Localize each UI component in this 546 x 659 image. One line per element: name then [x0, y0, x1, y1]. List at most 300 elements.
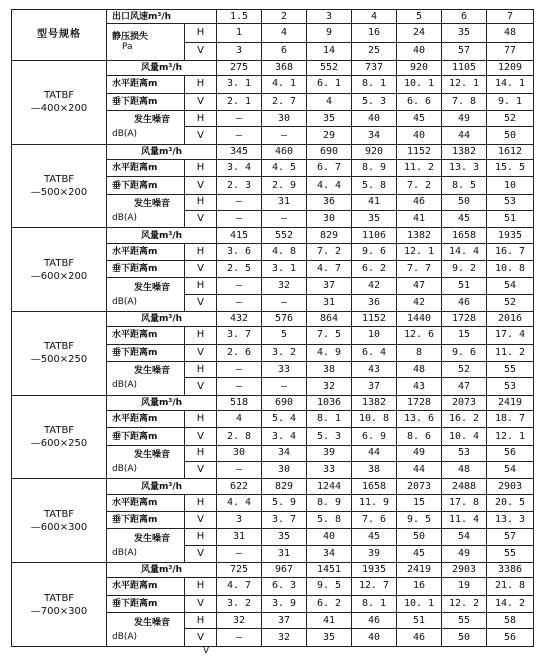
speed-cell: 1.5	[217, 10, 262, 24]
airflow-cell: 3386	[487, 563, 534, 578]
horizontal-cell: 8. 1	[352, 76, 397, 93]
noise-h-cell: 39	[307, 445, 352, 461]
noise-v-cell: 56	[487, 629, 534, 647]
horizontal-cell: 12. 6	[397, 327, 442, 344]
horizontal-cell: 15	[397, 494, 442, 511]
airflow-cell: 967	[262, 563, 307, 578]
vertical-cell: 2. 9	[262, 177, 307, 194]
vertical-cell: 11. 4	[442, 512, 487, 529]
mode-v: V	[185, 127, 217, 144]
mode-v: V	[185, 344, 217, 361]
noise-h-cell: 45	[352, 529, 397, 545]
vertical-cell: 4. 4	[307, 177, 352, 194]
noise-v-cell: 43	[397, 378, 442, 395]
noise-label	[107, 445, 185, 479]
model-name-cell	[12, 479, 107, 563]
model-spec-header: 型号规格	[12, 10, 107, 61]
airflow-cell: 2488	[442, 479, 487, 494]
model-name-size: —600×250	[30, 438, 88, 450]
noise-h-cell: 49	[397, 445, 442, 461]
noise-h-cell: 57	[487, 529, 534, 545]
noise-label-text: 发生噪音	[134, 533, 171, 544]
pressure-cell: 14	[307, 42, 352, 60]
mode-h: H	[185, 111, 217, 127]
noise-v-cell: 46	[442, 294, 487, 311]
vertical-cell: 7. 7	[397, 261, 442, 278]
airflow-cell: 829	[307, 228, 352, 243]
mode-h: H	[185, 410, 217, 427]
airflow-cell: 1209	[487, 61, 534, 76]
vertical-cell: 7. 6	[352, 512, 397, 529]
airflow-cell: 275	[217, 61, 262, 76]
noise-v-cell: 30	[307, 211, 352, 228]
airflow-cell: 552	[262, 228, 307, 243]
vertical-cell: 6. 2	[352, 261, 397, 278]
vertical-cell: 8. 1	[352, 595, 397, 612]
mode-h: H	[185, 529, 217, 545]
vertical-cell: 10. 8	[487, 261, 534, 278]
noise-h-cell: 45	[397, 111, 442, 127]
pressure-cell: 35	[442, 24, 487, 42]
noise-label-text: 发生噪音	[134, 617, 171, 628]
mode-h: H	[185, 24, 217, 42]
vertical-distance-label: 垂下距离m	[107, 177, 185, 194]
airflow-cell: 690	[307, 144, 352, 159]
vertical-cell: 2. 6	[217, 344, 262, 361]
noise-h-cell: 47	[397, 278, 442, 294]
mode-v: V	[185, 294, 217, 311]
noise-label	[107, 613, 185, 647]
pressure-cell: 16	[352, 24, 397, 42]
mode-h: H	[185, 578, 217, 595]
horizontal-cell: 14. 4	[442, 243, 487, 260]
noise-v-cell: 54	[487, 462, 534, 479]
noise-h-cell: 43	[352, 362, 397, 378]
airflow-cell: 1244	[307, 479, 352, 494]
noise-h-cell: 53	[487, 194, 534, 210]
pressure-cell: 48	[487, 24, 534, 42]
noise-v-cell: 49	[442, 545, 487, 562]
horizontal-cell: 11. 2	[397, 159, 442, 176]
horizontal-cell: 7. 2	[307, 243, 352, 260]
noise-v-cell: 44	[397, 462, 442, 479]
mode-h: H	[185, 445, 217, 461]
noise-label-text: 发生噪音	[134, 450, 171, 461]
horizontal-cell: 9. 5	[307, 578, 352, 595]
horizontal-cell: 4. 7	[217, 578, 262, 595]
noise-label-text: 发生噪音	[134, 366, 171, 377]
vertical-cell: 8. 5	[442, 177, 487, 194]
model-name-size: —600×200	[30, 270, 88, 282]
airflow-label: 风量m³/h	[107, 395, 217, 410]
noise-v-cell: –	[217, 462, 262, 479]
noise-v-cell: 51	[487, 211, 534, 228]
noise-v-cell: –	[217, 629, 262, 647]
vertical-cell: 2. 3	[217, 177, 262, 194]
pressure-cell: 40	[397, 42, 442, 60]
pressure-cell: 24	[397, 24, 442, 42]
speed-cell: 6	[442, 10, 487, 24]
airflow-label: 风量m³/h	[107, 312, 217, 327]
airflow-cell: 1728	[442, 312, 487, 327]
model-name-size: —500×250	[30, 354, 88, 366]
noise-unit: dB(A)	[112, 296, 138, 307]
airflow-cell: 1106	[352, 228, 397, 243]
noise-v-cell: 42	[397, 294, 442, 311]
mode-h: H	[185, 278, 217, 294]
airflow-cell: 725	[217, 563, 262, 578]
outlet-speed-label: 出口风速m³/h	[107, 10, 217, 24]
noise-label	[107, 362, 185, 396]
vertical-cell: 3. 1	[262, 261, 307, 278]
horizontal-cell: 18. 7	[487, 410, 534, 427]
noise-v-cell: –	[217, 294, 262, 311]
horizontal-cell: 15	[442, 327, 487, 344]
mode-h: H	[185, 194, 217, 210]
mode-h: H	[185, 159, 217, 176]
noise-v-cell: 34	[307, 545, 352, 562]
mode-v: V	[185, 629, 217, 647]
horizontal-distance-label: 水平距离m	[107, 410, 185, 427]
mode-v: V	[185, 545, 217, 562]
airflow-cell: 1036	[307, 395, 352, 410]
horizontal-distance-label: 水平距离m	[107, 159, 185, 176]
mode-h: H	[185, 327, 217, 344]
model-name-cell	[12, 395, 107, 479]
speed-cell: 7	[487, 10, 534, 24]
horizontal-cell: 6. 1	[307, 76, 352, 93]
horizontal-cell: 20. 5	[487, 494, 534, 511]
horizontal-cell: 19	[442, 578, 487, 595]
noise-h-cell: 41	[352, 194, 397, 210]
noise-v-cell: 55	[487, 545, 534, 562]
vertical-cell: 2. 7	[262, 93, 307, 110]
mode-v: V	[185, 428, 217, 445]
airflow-cell: 415	[217, 228, 262, 243]
airflow-cell: 1935	[487, 228, 534, 243]
noise-v-cell: 46	[397, 629, 442, 647]
noise-v-cell: 32	[262, 629, 307, 647]
mode-v: V	[185, 42, 217, 60]
vertical-cell: 8	[397, 344, 442, 361]
noise-v-cell: –	[262, 127, 307, 144]
noise-h-cell: 35	[307, 111, 352, 127]
airflow-cell: 1658	[352, 479, 397, 494]
static-pressure-label	[107, 24, 185, 61]
model-name-cell	[12, 61, 107, 145]
noise-h-cell: 58	[487, 613, 534, 629]
vertical-cell: 12. 2	[442, 595, 487, 612]
airflow-cell: 1440	[397, 312, 442, 327]
vertical-cell: 3	[217, 512, 262, 529]
airflow-label: 风量m³/h	[107, 61, 217, 76]
noise-v-cell: 50	[487, 127, 534, 144]
model-name-series: TATBF	[43, 592, 75, 604]
vertical-cell: 9. 5	[397, 512, 442, 529]
airflow-label: 风量m³/h	[107, 563, 217, 578]
horizontal-cell: 10. 8	[352, 410, 397, 427]
horizontal-cell: 3. 1	[217, 76, 262, 93]
noise-h-cell: 36	[307, 194, 352, 210]
horizontal-cell: 17. 4	[487, 327, 534, 344]
airflow-cell: 2419	[397, 563, 442, 578]
noise-h-cell: 42	[352, 278, 397, 294]
model-name-cell	[12, 228, 107, 312]
noise-label	[107, 194, 185, 228]
airflow-cell: 552	[307, 61, 352, 76]
airflow-cell: 2903	[442, 563, 487, 578]
mode-v: V	[185, 177, 217, 194]
horizontal-cell: 3. 6	[217, 243, 262, 260]
noise-v-cell: 35	[352, 211, 397, 228]
noise-h-cell: –	[217, 362, 262, 378]
noise-v-cell: –	[217, 211, 262, 228]
vertical-cell: 3. 2	[262, 344, 307, 361]
airflow-cell: 1612	[487, 144, 534, 159]
horizontal-cell: 10. 1	[397, 76, 442, 93]
noise-v-cell: –	[262, 211, 307, 228]
noise-h-cell: –	[217, 111, 262, 127]
model-name-series: TATBF	[43, 174, 75, 186]
airflow-cell: 1105	[442, 61, 487, 76]
horizontal-cell: 4. 4	[217, 494, 262, 511]
vertical-cell: 6. 9	[352, 428, 397, 445]
horizontal-cell: 4	[217, 410, 262, 427]
noise-v-cell: 44	[442, 127, 487, 144]
vertical-distance-label: 垂下距离m	[107, 261, 185, 278]
noise-v-cell: 53	[487, 378, 534, 395]
model-name-size: —600×300	[30, 521, 88, 533]
noise-h-cell: 33	[262, 362, 307, 378]
vertical-distance-label: 垂下距离m	[107, 512, 185, 529]
noise-h-cell: 52	[442, 362, 487, 378]
horizontal-cell: 6. 7	[307, 159, 352, 176]
noise-h-cell: 50	[397, 529, 442, 545]
noise-v-cell: 31	[307, 294, 352, 311]
vertical-cell: 13. 3	[487, 512, 534, 529]
mode-v: V	[185, 261, 217, 278]
vertical-cell: 3. 4	[262, 428, 307, 445]
pressure-cell: 9	[307, 24, 352, 42]
model-name-cell	[12, 312, 107, 396]
mode-v: V	[185, 211, 217, 228]
horizontal-cell: 13. 6	[397, 410, 442, 427]
noise-h-cell: 37	[262, 613, 307, 629]
noise-h-cell: –	[217, 194, 262, 210]
model-name-series: TATBF	[43, 425, 75, 437]
noise-v-cell: 45	[397, 545, 442, 562]
pressure-cell: 3	[217, 42, 262, 60]
horizontal-cell: 17. 8	[442, 494, 487, 511]
vertical-distance-label: 垂下距离m	[107, 344, 185, 361]
horizontal-cell: 16. 7	[487, 243, 534, 260]
airflow-cell: 432	[217, 312, 262, 327]
speed-cell: 2	[262, 10, 307, 24]
noise-h-cell: 49	[442, 111, 487, 127]
airflow-cell: 690	[262, 395, 307, 410]
vertical-cell: 9. 6	[442, 344, 487, 361]
noise-v-cell: 31	[262, 545, 307, 562]
mode-h: H	[185, 494, 217, 511]
airflow-cell: 1382	[442, 144, 487, 159]
mode-v: V	[185, 462, 217, 479]
pressure-unit: Pa	[122, 42, 133, 53]
vertical-cell: 5. 3	[352, 93, 397, 110]
horizontal-cell: 6. 3	[262, 578, 307, 595]
horizontal-cell: 5. 4	[262, 410, 307, 427]
noise-h-cell: 32	[262, 278, 307, 294]
noise-h-cell: 41	[307, 613, 352, 629]
noise-h-cell: 51	[442, 278, 487, 294]
noise-h-cell: 50	[442, 194, 487, 210]
noise-h-cell: 30	[217, 445, 262, 461]
horizontal-cell: 4. 1	[262, 76, 307, 93]
horizontal-cell: 12. 7	[352, 578, 397, 595]
noise-v-cell: 36	[352, 294, 397, 311]
noise-h-cell: –	[217, 278, 262, 294]
vertical-cell: 3. 2	[217, 595, 262, 612]
model-name-cell	[12, 563, 107, 647]
noise-v-cell: –	[262, 294, 307, 311]
airflow-cell: 368	[262, 61, 307, 76]
vertical-cell: 8. 6	[397, 428, 442, 445]
noise-unit: dB(A)	[112, 464, 138, 475]
vertical-cell: 12. 1	[487, 428, 534, 445]
mode-h: H	[185, 76, 217, 93]
noise-v-cell: –	[217, 127, 262, 144]
airflow-cell: 1382	[397, 228, 442, 243]
noise-h-cell: 55	[487, 362, 534, 378]
mode-v: V	[185, 595, 217, 612]
pressure-cell: 25	[352, 42, 397, 60]
vertical-cell: 6. 2	[307, 595, 352, 612]
noise-h-cell: 40	[307, 529, 352, 545]
noise-unit: dB(A)	[112, 380, 138, 391]
noise-v-cell: 35	[307, 629, 352, 647]
noise-label	[107, 278, 185, 312]
noise-h-cell: 32	[217, 613, 262, 629]
vertical-cell: 2. 5	[217, 261, 262, 278]
airflow-label: 风量m³/h	[107, 144, 217, 159]
horizontal-cell: 21. 8	[487, 578, 534, 595]
airflow-label: 风量m³/h	[107, 479, 217, 494]
vertical-cell: 3. 9	[262, 595, 307, 612]
noise-v-cell: 52	[487, 294, 534, 311]
horizontal-distance-label: 水平距离m	[107, 494, 185, 511]
vertical-cell: 6. 4	[352, 344, 397, 361]
noise-h-cell: 53	[442, 445, 487, 461]
vertical-cell: 6. 6	[397, 93, 442, 110]
noise-h-cell: 54	[487, 278, 534, 294]
noise-h-cell: 30	[262, 111, 307, 127]
noise-v-cell: 37	[352, 378, 397, 395]
model-name-series: TATBF	[43, 90, 75, 102]
airflow-cell: 864	[307, 312, 352, 327]
vertical-cell: 14. 2	[487, 595, 534, 612]
horizontal-cell: 3. 7	[217, 327, 262, 344]
model-name-series: TATBF	[43, 508, 75, 520]
vertical-cell: 2. 8	[217, 428, 262, 445]
noise-v-cell: –	[217, 545, 262, 562]
vertical-cell: 7. 2	[397, 177, 442, 194]
noise-h-cell: 51	[397, 613, 442, 629]
pressure-cell: 6	[262, 42, 307, 60]
horizontal-distance-label: 水平距离m	[107, 243, 185, 260]
vertical-cell: 4. 7	[307, 261, 352, 278]
horizontal-cell: 14. 1	[487, 76, 534, 93]
horizontal-cell: 12. 1	[397, 243, 442, 260]
vertical-cell: 9. 2	[442, 261, 487, 278]
horizontal-cell: 16. 2	[442, 410, 487, 427]
noise-h-cell: 55	[442, 613, 487, 629]
vertical-cell: 2. 1	[217, 93, 262, 110]
noise-h-cell: 34	[262, 445, 307, 461]
noise-unit: dB(A)	[112, 547, 138, 558]
vertical-cell: 3. 7	[262, 512, 307, 529]
airflow-cell: 622	[217, 479, 262, 494]
noise-h-cell: 52	[487, 111, 534, 127]
model-name-size: —400×200	[30, 103, 88, 115]
vertical-cell: 5. 3	[307, 428, 352, 445]
horizontal-cell: 7. 5	[307, 327, 352, 344]
horizontal-distance-label: 水平距离m	[107, 578, 185, 595]
vertical-cell: 4. 9	[307, 344, 352, 361]
static-pressure-text: 静压损失	[112, 32, 149, 43]
fan-spec-table	[11, 9, 534, 647]
horizontal-cell: 9. 6	[352, 243, 397, 260]
airflow-cell: 920	[352, 144, 397, 159]
horizontal-cell: 8. 1	[307, 410, 352, 427]
airflow-cell: 1152	[352, 312, 397, 327]
airflow-cell: 518	[217, 395, 262, 410]
noise-v-cell: 50	[442, 629, 487, 647]
noise-h-cell: 35	[262, 529, 307, 545]
noise-h-cell: 54	[442, 529, 487, 545]
pressure-cell: 57	[442, 42, 487, 60]
noise-v-cell: 41	[397, 211, 442, 228]
horizontal-cell: 12. 1	[442, 76, 487, 93]
horizontal-cell: 10	[352, 327, 397, 344]
airflow-cell: 1658	[442, 228, 487, 243]
horizontal-distance-label: 水平距离m	[107, 327, 185, 344]
noise-v-cell: 30	[262, 462, 307, 479]
noise-h-cell: 40	[352, 111, 397, 127]
horizontal-cell: 11. 9	[352, 494, 397, 511]
noise-label-text: 发生噪音	[134, 199, 171, 210]
model-name-cell	[12, 144, 107, 228]
vertical-distance-label: 垂下距离m	[107, 93, 185, 110]
airflow-cell: 829	[262, 479, 307, 494]
vertical-cell: 7. 8	[442, 93, 487, 110]
horizontal-cell: 4. 5	[262, 159, 307, 176]
model-name-size: —700×300	[30, 605, 88, 617]
noise-label	[107, 111, 185, 145]
airflow-cell: 460	[262, 144, 307, 159]
noise-h-cell: 31	[217, 529, 262, 545]
vertical-cell: 10	[487, 177, 534, 194]
horizontal-cell: 4. 8	[262, 243, 307, 260]
noise-h-cell: 48	[397, 362, 442, 378]
noise-label	[107, 529, 185, 563]
mode-h: H	[185, 362, 217, 378]
model-name-series: TATBF	[43, 257, 75, 269]
horizontal-cell: 15. 5	[487, 159, 534, 176]
horizontal-cell: 13. 3	[442, 159, 487, 176]
noise-v-cell: 29	[307, 127, 352, 144]
mode-v: V	[185, 93, 217, 110]
tail-mark: V	[203, 646, 210, 656]
airflow-cell: 2073	[397, 479, 442, 494]
